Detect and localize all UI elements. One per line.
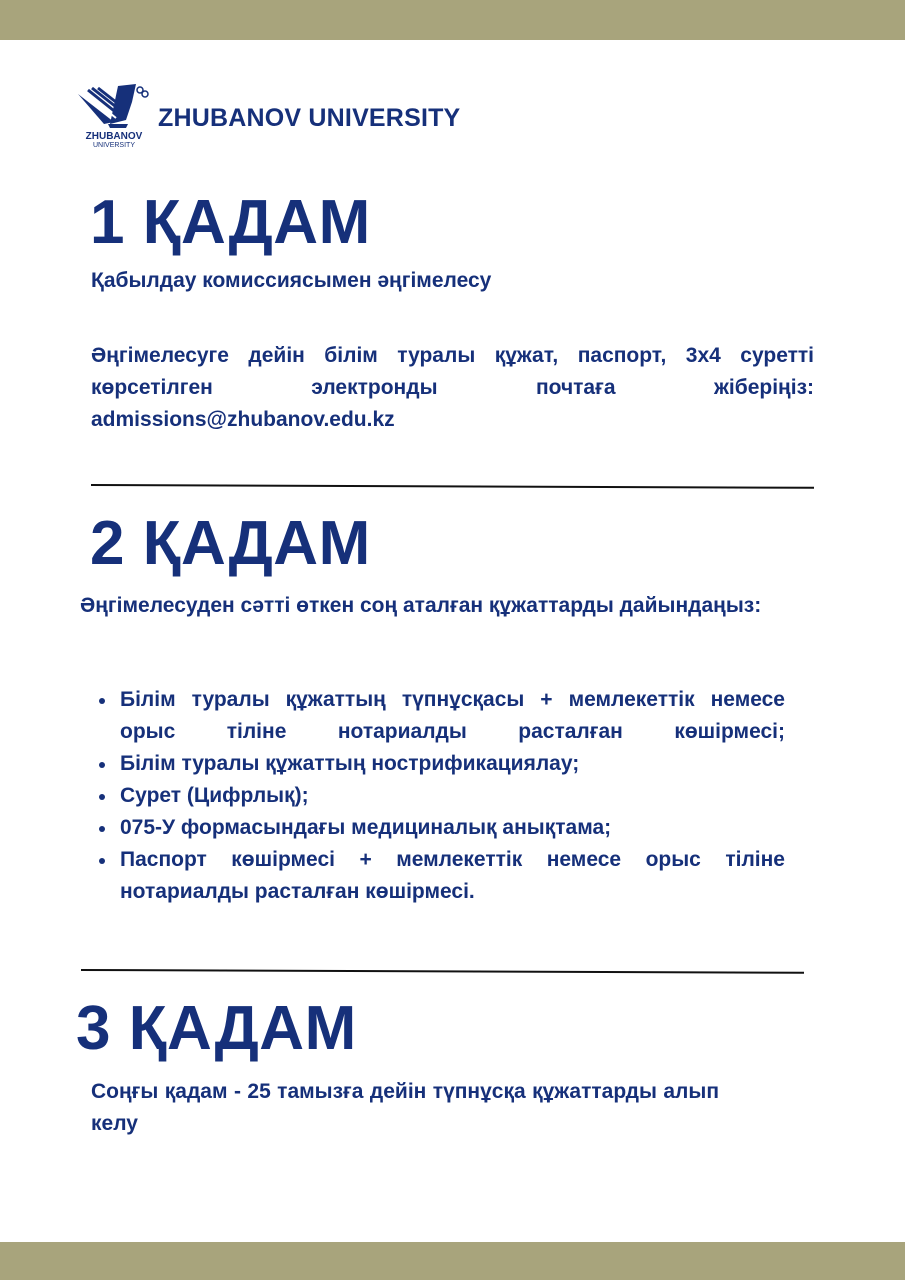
documents-list (80, 684, 785, 908)
step-1-text: Әңгімелесуге дейін білім туралы құжат, паспорт, 3x4 суретті көрсетілген электронды почтаға жіберіңіз: admissions@zhubanov.edu.kz (91, 344, 814, 431)
logo-wordmark: ZHUBANOV (85, 131, 143, 142)
divider-1 (91, 484, 814, 489)
book-ship-logo-icon (74, 80, 154, 132)
list-item: Білім туралы құжаттың нострификациялау; (120, 748, 785, 780)
brand-name: ZHUBANOV UNIVERSITY (158, 104, 461, 132)
list-item: Паспорт көшірмесі + мемлекеттік немесе орыс тіліне нотариалды расталған көшірмесі. (120, 844, 785, 908)
logo-subword: UNIVERSITY (92, 142, 135, 149)
step-2-intro: Әңгімелесуден сәтті өткен соң аталған құжаттарды дайындаңыз: (80, 594, 762, 617)
list-item: Білім туралы құжаттың түпнұсқасы + мемлекеттік немесе орыс тіліне нотариалды расталған көшірмесі; (120, 684, 785, 748)
list-item: Сурет (Цифрлық); (120, 780, 785, 812)
step-3-title: 3 ҚАДАМ (76, 994, 357, 1063)
step-1-subtitle: Қабылдау комиссиясымен әңгімелесу (91, 269, 492, 292)
top-band (0, 0, 905, 40)
bottom-band (0, 1242, 905, 1280)
university-logo (74, 80, 154, 152)
step-1-title: 1 ҚАДАМ (90, 188, 371, 257)
step-3-text: Соңғы қадам - 25 тамызға дейін түпнұсқа құжаттарды алып келу (91, 1080, 719, 1135)
list-item: 075-У формасындағы медициналық анықтама; (120, 812, 785, 844)
step-2-title: 2 ҚАДАМ (90, 509, 371, 578)
divider-2 (81, 969, 804, 974)
